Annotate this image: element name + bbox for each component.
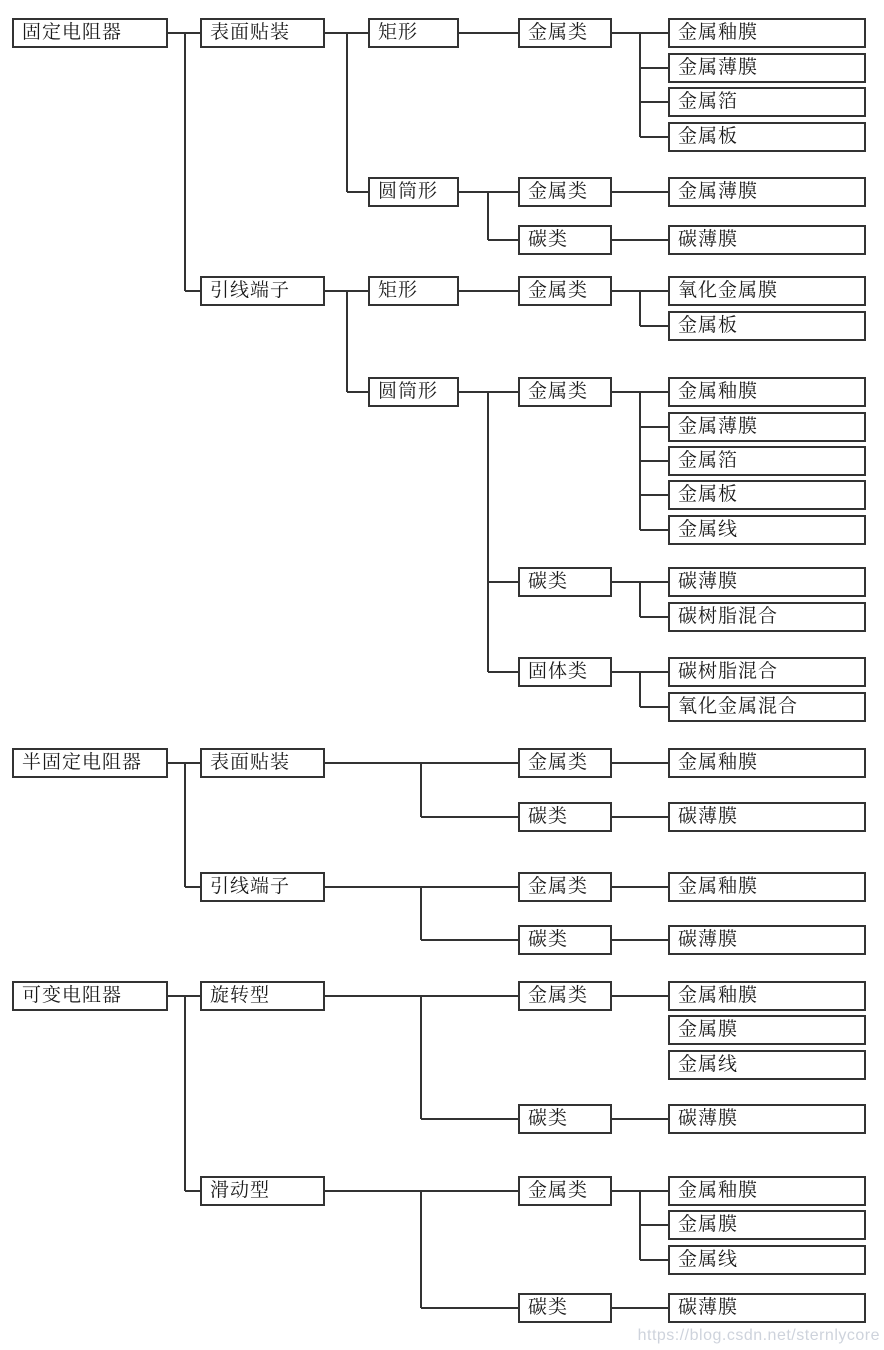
node-metal-wire (668, 515, 866, 545)
node-label: 金属类 (528, 985, 589, 1006)
node-label: 可变电阻器 (22, 985, 123, 1006)
node-metal-type (518, 377, 612, 407)
node-metal-glaze-film (668, 872, 866, 902)
node-carbon-type (518, 567, 612, 597)
node-carbon-type (518, 925, 612, 955)
node-label: 表面贴装 (210, 22, 291, 43)
node-label: 金属线 (678, 1249, 739, 1270)
node-label: 金属板 (678, 126, 739, 147)
node-carbon-resin-mix (668, 602, 866, 632)
node-label: 碳类 (528, 1297, 569, 1318)
node-carbon-thin-film (668, 802, 866, 832)
node-label: 金属板 (678, 315, 739, 336)
node-label: 碳薄膜 (678, 806, 739, 827)
node-label: 半固定电阻器 (22, 752, 143, 773)
node-metal-plate (668, 122, 866, 152)
node-label: 金属类 (528, 381, 589, 402)
node-carbon-type (518, 225, 612, 255)
node-label: 金属釉膜 (678, 752, 759, 773)
node-carbon-type (518, 1293, 612, 1323)
node-metal-plate (668, 480, 866, 510)
node-label: 金属釉膜 (678, 985, 759, 1006)
node-metal-film (668, 1210, 866, 1240)
node-label: 圆筒形 (378, 381, 439, 402)
node-metal-type (518, 981, 612, 1011)
node-lead-terminal (200, 276, 325, 306)
node-label: 圆筒形 (378, 181, 439, 202)
node-metal-glaze-film (668, 377, 866, 407)
node-label: 矩形 (378, 280, 419, 301)
node-metal-glaze-film (668, 18, 866, 48)
node-metal-thin-film (668, 53, 866, 83)
node-label: 表面贴装 (210, 752, 291, 773)
node-label: 矩形 (378, 22, 419, 43)
node-carbon-type (518, 1104, 612, 1134)
node-metal-thin-film (668, 177, 866, 207)
node-metal-plate (668, 311, 866, 341)
node-metal-type (518, 1176, 612, 1206)
node-label: 金属类 (528, 181, 589, 202)
node-label: 金属釉膜 (678, 381, 759, 402)
node-lead-terminal (200, 872, 325, 902)
node-label: 金属釉膜 (678, 1180, 759, 1201)
node-surface-mount (200, 748, 325, 778)
node-label: 碳薄膜 (678, 1297, 739, 1318)
watermark-url: https://blog.csdn.net/sternlycore (637, 1327, 880, 1344)
node-label: 碳树脂混合 (678, 661, 779, 682)
node-label: 固定电阻器 (22, 22, 123, 43)
node-sliding (200, 1176, 325, 1206)
node-label: 金属线 (678, 519, 739, 540)
node-label: 金属类 (528, 1180, 589, 1201)
node-oxide-metal-mix (668, 692, 866, 722)
node-carbon-thin-film (668, 925, 866, 955)
node-carbon-resin-mix (668, 657, 866, 687)
node-label: 固体类 (528, 661, 589, 682)
node-metal-glaze-film (668, 981, 866, 1011)
node-label: 碳薄膜 (678, 929, 739, 950)
node-cylindrical (368, 177, 459, 207)
node-label: 金属板 (678, 484, 739, 505)
node-label: 碳薄膜 (678, 1108, 739, 1129)
node-label: 旋转型 (210, 985, 271, 1006)
node-label: 金属类 (528, 22, 589, 43)
node-fixed-resistor (12, 18, 168, 48)
node-metal-type (518, 18, 612, 48)
node-label: 金属膜 (678, 1019, 739, 1040)
node-label: 碳薄膜 (678, 229, 739, 250)
node-label: 碳薄膜 (678, 571, 739, 592)
node-label: 氧化金属混合 (678, 696, 799, 717)
node-carbon-thin-film (668, 225, 866, 255)
node-label: 金属薄膜 (678, 416, 759, 437)
node-label: 碳类 (528, 929, 569, 950)
node-carbon-thin-film (668, 1104, 866, 1134)
node-label: 碳树脂混合 (678, 606, 779, 627)
node-metal-glaze-film (668, 748, 866, 778)
node-carbon-thin-film (668, 1293, 866, 1323)
node-label: 金属类 (528, 280, 589, 301)
node-label: 金属类 (528, 876, 589, 897)
node-label: 引线端子 (210, 876, 291, 897)
node-metal-thin-film (668, 412, 866, 442)
node-label: 金属类 (528, 752, 589, 773)
node-metal-type (518, 276, 612, 306)
node-metal-film (668, 1015, 866, 1045)
node-label: 金属薄膜 (678, 181, 759, 202)
node-metal-glaze-film (668, 1176, 866, 1206)
node-semi-fixed-resistor (12, 748, 168, 778)
node-label: 引线端子 (210, 280, 291, 301)
node-label: 金属箔 (678, 450, 739, 471)
node-oxide-metal-film (668, 276, 866, 306)
node-label: 碳类 (528, 229, 569, 250)
node-metal-wire (668, 1245, 866, 1275)
node-rectangular (368, 276, 459, 306)
node-variable-resistor (12, 981, 168, 1011)
node-metal-foil (668, 446, 866, 476)
node-carbon-type (518, 802, 612, 832)
node-label: 金属膜 (678, 1214, 739, 1235)
node-rectangular (368, 18, 459, 48)
node-metal-type (518, 177, 612, 207)
node-label: 碳类 (528, 571, 569, 592)
node-label: 金属釉膜 (678, 22, 759, 43)
node-metal-type (518, 872, 612, 902)
node-label: 金属釉膜 (678, 876, 759, 897)
node-rotary (200, 981, 325, 1011)
node-label: 碳类 (528, 1108, 569, 1129)
node-metal-wire (668, 1050, 866, 1080)
node-label: 碳类 (528, 806, 569, 827)
node-label: 金属薄膜 (678, 57, 759, 78)
node-metal-foil (668, 87, 866, 117)
node-cylindrical (368, 377, 459, 407)
node-label: 金属箔 (678, 91, 739, 112)
node-metal-type (518, 748, 612, 778)
node-carbon-thin-film (668, 567, 866, 597)
node-label: 金属线 (678, 1054, 739, 1075)
node-surface-mount (200, 18, 325, 48)
node-solid-type (518, 657, 612, 687)
node-label: 滑动型 (210, 1180, 271, 1201)
node-label: 氧化金属膜 (678, 280, 779, 301)
